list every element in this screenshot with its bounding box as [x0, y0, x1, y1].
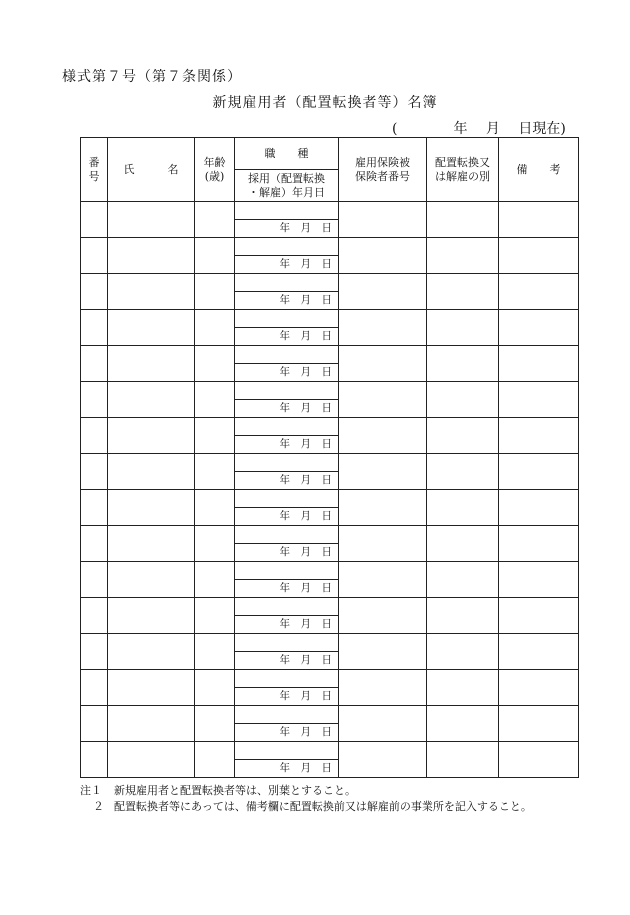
hire-date-cell[interactable]: 年 月 日	[235, 724, 339, 742]
number-cell[interactable]	[81, 706, 108, 742]
header-insurance-number: 雇用保険被 保険者番号	[339, 138, 427, 202]
job-type-cell[interactable]	[235, 382, 339, 400]
number-cell[interactable]	[81, 346, 108, 382]
job-type-cell[interactable]	[235, 634, 339, 652]
remarks-cell[interactable]	[499, 310, 579, 346]
table-row	[81, 706, 579, 724]
job-type-cell[interactable]	[235, 598, 339, 616]
hire-date-cell[interactable]: 年 月 日	[235, 580, 339, 598]
name-cell[interactable]	[108, 706, 195, 742]
number-cell[interactable]	[81, 310, 108, 346]
insurance-number-cell[interactable]	[339, 634, 427, 670]
age-cell[interactable]	[195, 274, 235, 310]
transfer-cell[interactable]	[427, 562, 499, 598]
hire-date-cell[interactable]: 年 月 日	[235, 328, 339, 346]
hire-date-cell[interactable]: 年 月 日	[235, 760, 339, 778]
table-row	[81, 634, 579, 652]
job-type-cell[interactable]	[235, 418, 339, 436]
remarks-cell[interactable]	[499, 526, 579, 562]
age-cell[interactable]	[195, 346, 235, 382]
table-row	[81, 238, 579, 256]
table-row	[81, 310, 579, 328]
hire-date-cell[interactable]: 年 月 日	[235, 472, 339, 490]
table-row	[81, 562, 579, 580]
header-job-type: 職 種	[235, 138, 339, 170]
transfer-cell[interactable]	[427, 346, 499, 382]
remarks-cell[interactable]	[499, 202, 579, 238]
remarks-cell[interactable]	[499, 346, 579, 382]
insurance-number-cell[interactable]	[339, 238, 427, 274]
name-cell[interactable]	[108, 490, 195, 526]
header-remarks: 備 考	[499, 138, 579, 202]
name-cell[interactable]	[108, 418, 195, 454]
note-text: 新規雇用者と配置転換者等は、別葉とすること。	[114, 784, 356, 797]
age-cell[interactable]	[195, 238, 235, 274]
hire-date-cell[interactable]: 年 月 日	[235, 364, 339, 382]
job-type-cell[interactable]	[235, 274, 339, 292]
header-transfer-or-dismissal: 配置転換又 は解雇の別	[427, 138, 499, 202]
remarks-cell[interactable]	[499, 418, 579, 454]
job-type-cell[interactable]	[235, 202, 339, 220]
job-type-cell[interactable]	[235, 310, 339, 328]
name-cell[interactable]	[108, 382, 195, 418]
insurance-number-cell[interactable]	[339, 418, 427, 454]
transfer-cell[interactable]	[427, 526, 499, 562]
age-cell[interactable]	[195, 526, 235, 562]
hire-date-cell[interactable]: 年 月 日	[235, 652, 339, 670]
number-cell[interactable]	[81, 238, 108, 274]
header-name: 氏 名	[108, 138, 195, 202]
hire-date-cell[interactable]: 年 月 日	[235, 292, 339, 310]
age-cell[interactable]	[195, 634, 235, 670]
table-row	[81, 274, 579, 292]
transfer-cell[interactable]	[427, 310, 499, 346]
number-cell[interactable]	[81, 562, 108, 598]
as-of-date-line: ( 年 月 日現在)	[392, 121, 566, 137]
insurance-number-cell[interactable]	[339, 274, 427, 310]
table-row	[81, 598, 579, 616]
hire-date-cell[interactable]: 年 月 日	[235, 508, 339, 526]
name-cell[interactable]	[108, 310, 195, 346]
insurance-number-cell[interactable]	[339, 490, 427, 526]
job-type-cell[interactable]	[235, 346, 339, 364]
insurance-number-cell[interactable]	[339, 598, 427, 634]
job-type-cell[interactable]	[235, 742, 339, 760]
number-cell[interactable]	[81, 202, 108, 238]
age-cell[interactable]	[195, 382, 235, 418]
insurance-number-cell[interactable]	[339, 454, 427, 490]
remarks-cell[interactable]	[499, 598, 579, 634]
transfer-cell[interactable]	[427, 274, 499, 310]
name-cell[interactable]	[108, 742, 195, 778]
age-cell[interactable]	[195, 670, 235, 706]
job-type-cell[interactable]	[235, 490, 339, 508]
insurance-number-cell[interactable]	[339, 310, 427, 346]
job-type-cell[interactable]	[235, 562, 339, 580]
insurance-number-cell[interactable]	[339, 202, 427, 238]
age-cell[interactable]	[195, 706, 235, 742]
header-number: 番 号	[81, 138, 108, 202]
transfer-cell[interactable]	[427, 382, 499, 418]
note-item	[80, 799, 532, 815]
hire-date-cell[interactable]: 年 月 日	[235, 400, 339, 418]
number-cell[interactable]	[81, 526, 108, 562]
insurance-number-cell[interactable]	[339, 706, 427, 742]
age-cell[interactable]	[195, 598, 235, 634]
remarks-cell[interactable]	[499, 706, 579, 742]
note-item	[80, 783, 532, 799]
name-cell[interactable]	[108, 670, 195, 706]
transfer-cell[interactable]	[427, 238, 499, 274]
transfer-cell[interactable]	[427, 418, 499, 454]
name-cell[interactable]	[108, 202, 195, 238]
remarks-cell[interactable]	[499, 670, 579, 706]
transfer-cell[interactable]	[427, 490, 499, 526]
transfer-cell[interactable]	[427, 670, 499, 706]
transfer-cell[interactable]	[427, 598, 499, 634]
age-cell[interactable]	[195, 742, 235, 778]
table-row	[81, 418, 579, 436]
number-cell[interactable]	[81, 670, 108, 706]
hire-date-cell[interactable]: 年 月 日	[235, 688, 339, 706]
note-label: 注１	[80, 784, 102, 797]
remarks-cell[interactable]	[499, 562, 579, 598]
note-label: ２	[93, 800, 104, 813]
number-cell[interactable]	[81, 490, 108, 526]
document-title: 新規雇用者（配置転換者等）名簿	[212, 95, 438, 111]
transfer-cell[interactable]	[427, 742, 499, 778]
table-row	[81, 526, 579, 544]
name-cell[interactable]	[108, 598, 195, 634]
hire-date-cell[interactable]: 年 月 日	[235, 220, 339, 238]
job-type-cell[interactable]	[235, 526, 339, 544]
table-row	[81, 346, 579, 364]
job-type-cell[interactable]	[235, 454, 339, 472]
name-cell[interactable]	[108, 634, 195, 670]
age-cell[interactable]	[195, 562, 235, 598]
table-row	[81, 202, 579, 220]
job-type-cell[interactable]	[235, 670, 339, 688]
table-row	[81, 490, 579, 508]
transfer-cell[interactable]	[427, 454, 499, 490]
number-cell[interactable]	[81, 382, 108, 418]
hire-date-cell[interactable]: 年 月 日	[235, 544, 339, 562]
hire-date-cell[interactable]: 年 月 日	[235, 436, 339, 454]
register-body	[81, 202, 579, 778]
form-number: 様式第７号（第７条関係）	[62, 69, 242, 85]
remarks-cell[interactable]	[499, 742, 579, 778]
number-cell[interactable]	[81, 418, 108, 454]
insurance-number-cell[interactable]	[339, 742, 427, 778]
remarks-cell[interactable]	[499, 238, 579, 274]
table-row	[81, 454, 579, 472]
name-cell[interactable]	[108, 238, 195, 274]
number-cell[interactable]	[81, 634, 108, 670]
insurance-number-cell[interactable]	[339, 382, 427, 418]
header-hire-date: 採用（配置転換 ・解雇）年月日	[235, 170, 339, 202]
insurance-number-cell[interactable]	[339, 670, 427, 706]
age-cell[interactable]	[195, 418, 235, 454]
number-cell[interactable]	[81, 274, 108, 310]
name-cell[interactable]	[108, 526, 195, 562]
hire-date-cell[interactable]: 年 月 日	[235, 616, 339, 634]
number-cell[interactable]	[81, 454, 108, 490]
table-row	[81, 742, 579, 760]
transfer-cell[interactable]	[427, 706, 499, 742]
name-cell[interactable]	[108, 562, 195, 598]
notes	[80, 783, 532, 815]
remarks-cell[interactable]	[499, 274, 579, 310]
header-age: 年齢 (歳)	[195, 138, 235, 202]
insurance-number-cell[interactable]	[339, 526, 427, 562]
name-cell[interactable]	[108, 346, 195, 382]
transfer-cell[interactable]	[427, 634, 499, 670]
name-cell[interactable]	[108, 274, 195, 310]
name-cell[interactable]	[108, 454, 195, 490]
remarks-cell[interactable]	[499, 382, 579, 418]
register-table	[80, 137, 579, 778]
age-cell[interactable]	[195, 310, 235, 346]
note-text: 配置転換者等にあっては、備考欄に配置転換前又は解雇前の事業所を記入すること。	[114, 800, 532, 813]
remarks-cell[interactable]	[499, 490, 579, 526]
age-cell[interactable]	[195, 490, 235, 526]
insurance-number-cell[interactable]	[339, 346, 427, 382]
insurance-number-cell[interactable]	[339, 562, 427, 598]
remarks-cell[interactable]	[499, 454, 579, 490]
hire-date-cell[interactable]: 年 月 日	[235, 256, 339, 274]
job-type-cell[interactable]	[235, 238, 339, 256]
transfer-cell[interactable]	[427, 202, 499, 238]
age-cell[interactable]	[195, 454, 235, 490]
number-cell[interactable]	[81, 598, 108, 634]
age-cell[interactable]	[195, 202, 235, 238]
table-row	[81, 382, 579, 400]
table-row	[81, 670, 579, 688]
remarks-cell[interactable]	[499, 634, 579, 670]
job-type-cell[interactable]	[235, 706, 339, 724]
number-cell[interactable]	[81, 742, 108, 778]
